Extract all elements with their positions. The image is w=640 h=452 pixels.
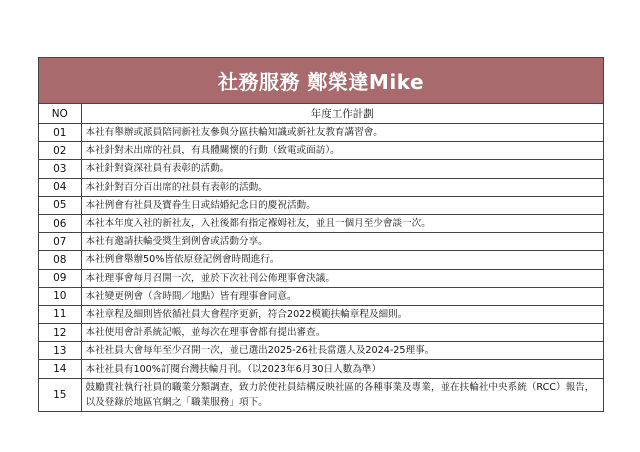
table-row — [39, 178, 603, 196]
row-number: 13 — [39, 342, 81, 360]
row-number: 08 — [39, 251, 81, 269]
row-plan: 本社針對百分百出席的社員有表彰的活動。 — [81, 178, 603, 196]
sheet-title: 社務服務 鄭榮達Mike — [39, 58, 603, 104]
row-number: 14 — [39, 360, 81, 378]
row-number: 07 — [39, 233, 81, 251]
row-plan: 本社針對資深社員有表彰的活動。 — [81, 160, 603, 178]
row-number: 02 — [39, 142, 81, 160]
work-plan-table — [39, 104, 603, 411]
row-plan: 本社有舉辦或派員陪同新社友參與分區扶輪知識或新社友教育講習會。 — [81, 124, 603, 142]
row-plan: 本社本年度入社的新社友，入社後都有指定褓姆社友，並且一個月至少會談一次。 — [81, 214, 603, 232]
table-row — [39, 324, 603, 342]
row-number: 05 — [39, 196, 81, 214]
header-annual-plan: 年度工作計劃 — [81, 104, 603, 124]
row-plan: 本社章程及細則皆依循社員大會程序更新，符合2022模範扶輪章程及細則。 — [81, 305, 603, 323]
row-number: 15 — [39, 378, 81, 411]
table-row — [39, 269, 603, 287]
table-row — [39, 160, 603, 178]
row-plan: 本社理事會每月召開一次，並於下次社刊公佈理事會決議。 — [81, 269, 603, 287]
row-number: 10 — [39, 287, 81, 305]
header-no: NO — [39, 104, 81, 124]
table-row — [39, 360, 603, 378]
table-row — [39, 342, 603, 360]
row-plan: 鼓勵貴社執行社員的職業分類調查，致力於使社員結構反映社區的各種事業及專業，並在扶輪社中央系統（RCC）報告，以及登錄於地區官網之「職業服務」項下。 — [81, 378, 603, 411]
row-plan: 本社有邀請扶輪受獎生到例會或活動分享。 — [81, 233, 603, 251]
row-plan: 本社使用會計系統記帳，並每次在理事會都有提出審查。 — [81, 324, 603, 342]
table-row — [39, 305, 603, 323]
row-number: 04 — [39, 178, 81, 196]
row-number: 09 — [39, 269, 81, 287]
row-number: 03 — [39, 160, 81, 178]
table-row — [39, 196, 603, 214]
row-number: 01 — [39, 124, 81, 142]
row-plan: 本社例會舉辦50%皆依原登記例會時間進行。 — [81, 251, 603, 269]
row-plan: 本社社員有100%訂閱台灣扶輪月刊。（以2023年6月30日人數為準） — [81, 360, 603, 378]
row-plan: 本社針對未出席的社員，有具體關懷的行動（致電或面訪）。 — [81, 142, 603, 160]
table-row — [39, 287, 603, 305]
row-number: 11 — [39, 305, 81, 323]
row-number: 12 — [39, 324, 81, 342]
table-row — [39, 251, 603, 269]
row-plan: 本社變更例會（含時間／地點）皆有理事會同意。 — [81, 287, 603, 305]
row-number: 06 — [39, 214, 81, 232]
row-plan: 本社例會有社員及寶眷生日或結婚紀念日的慶祝活動。 — [81, 196, 603, 214]
table-row — [39, 233, 603, 251]
service-plan-sheet — [38, 57, 604, 412]
table-header-row — [39, 104, 603, 124]
row-plan: 本社社員大會每年至少召開一次，並已選出2025-26社長當選人及2024-25理事。 — [81, 342, 603, 360]
table-row — [39, 142, 603, 160]
table-row — [39, 214, 603, 232]
table-row — [39, 378, 603, 411]
table-row — [39, 124, 603, 142]
